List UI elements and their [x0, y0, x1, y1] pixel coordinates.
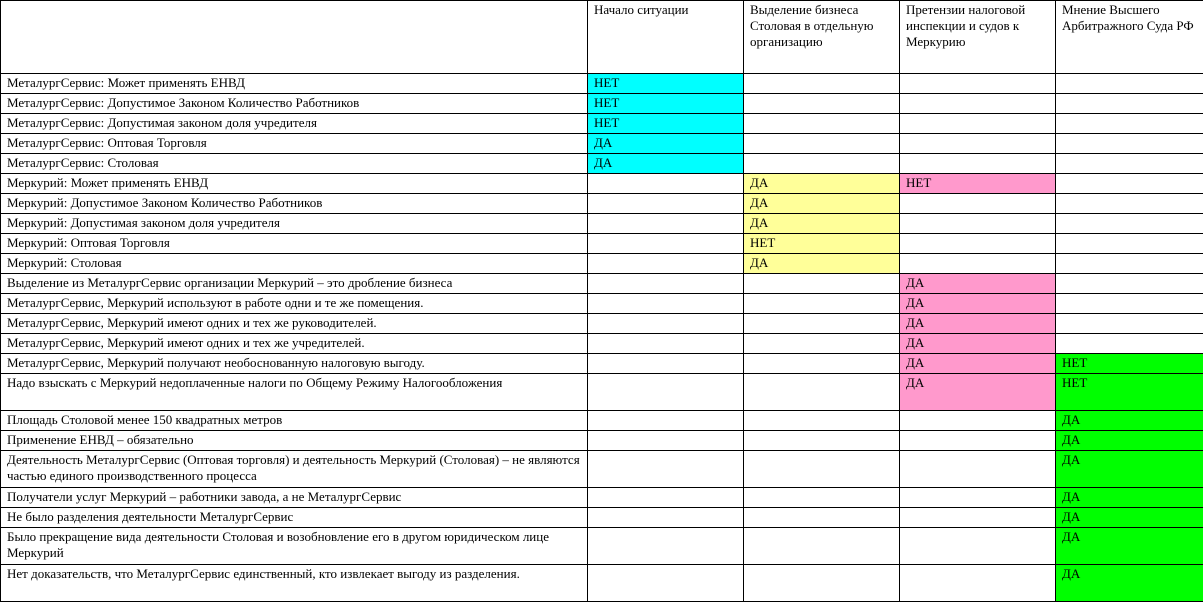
table-row — [1, 274, 1203, 294]
value-cell: НЕТ — [744, 234, 900, 254]
value-cell: ДА — [1056, 508, 1203, 528]
table-row — [1, 334, 1203, 354]
value-cell — [588, 314, 744, 334]
value-cell — [588, 234, 744, 254]
table-row — [1, 528, 1203, 565]
row-label: Меркурий: Допустимая законом доля учредителя — [1, 214, 588, 234]
table-row — [1, 154, 1203, 174]
row-label: Меркурий: Допустимое Законом Количество Работников — [1, 194, 588, 214]
header-cell-start: Начало ситуации — [588, 1, 744, 74]
value-cell: ДА — [900, 294, 1056, 314]
value-cell — [900, 134, 1056, 154]
value-cell — [588, 565, 744, 602]
value-cell — [744, 314, 900, 334]
value-cell — [1056, 94, 1203, 114]
value-cell: ДА — [588, 134, 744, 154]
value-cell — [744, 74, 900, 94]
value-cell: ДА — [1056, 488, 1203, 508]
value-cell — [744, 354, 900, 374]
value-cell — [744, 334, 900, 354]
value-cell: НЕТ — [588, 94, 744, 114]
value-cell — [1056, 254, 1203, 274]
value-cell — [900, 488, 1056, 508]
value-cell — [588, 451, 744, 488]
value-cell: НЕТ — [1056, 374, 1203, 411]
value-cell: ДА — [900, 314, 1056, 334]
value-cell — [588, 194, 744, 214]
value-cell — [1056, 294, 1203, 314]
value-cell — [744, 114, 900, 134]
row-label: МеталургСервис: Может применять ЕНВД — [1, 74, 588, 94]
value-cell: ДА — [744, 194, 900, 214]
table-row — [1, 134, 1203, 154]
value-cell: ДА — [1056, 565, 1203, 602]
value-cell — [900, 114, 1056, 134]
value-cell: ДА — [900, 334, 1056, 354]
value-cell: ДА — [900, 354, 1056, 374]
table-row — [1, 194, 1203, 214]
value-cell — [588, 354, 744, 374]
value-cell — [744, 411, 900, 431]
row-label: Деятельность МеталургСервис (Оптовая торговля) и деятельность Меркурий (Столовая) – не являются частью единого производственного процесса — [1, 451, 588, 488]
value-cell — [744, 154, 900, 174]
table-row — [1, 451, 1203, 488]
value-cell — [744, 528, 900, 565]
value-cell — [588, 431, 744, 451]
value-cell — [588, 254, 744, 274]
table-row — [1, 508, 1203, 528]
value-cell: НЕТ — [900, 174, 1056, 194]
value-cell — [900, 508, 1056, 528]
row-label: Площадь Столовой менее 150 квадратных метров — [1, 411, 588, 431]
header-cell-claims: Претензии налоговой инспекции и судов к Меркурию — [900, 1, 1056, 74]
row-label: МеталургСервис: Допустимая законом доля учредителя — [1, 114, 588, 134]
table-row — [1, 354, 1203, 374]
value-cell — [744, 565, 900, 602]
value-cell — [900, 154, 1056, 174]
value-cell — [744, 134, 900, 154]
value-cell — [1056, 234, 1203, 254]
value-cell — [588, 334, 744, 354]
value-cell — [1056, 174, 1203, 194]
row-label: Нет доказательств, что МеталургСервис единственный, кто извлекает выгоду из разделения. — [1, 565, 588, 602]
row-label: Применение ЕНВД – обязательно — [1, 431, 588, 451]
value-cell — [744, 374, 900, 411]
header-cell-separation: Выделение бизнеса Столовая в отдельную организацию — [744, 1, 900, 74]
row-label: МеталургСервис, Меркурий имеют одних и тех же учредителей. — [1, 334, 588, 354]
value-cell — [1056, 114, 1203, 134]
table-row — [1, 234, 1203, 254]
value-cell — [744, 431, 900, 451]
table-row — [1, 254, 1203, 274]
header-cell-empty — [1, 1, 588, 74]
value-cell — [744, 274, 900, 294]
value-cell — [1056, 134, 1203, 154]
value-cell — [744, 294, 900, 314]
table-row — [1, 214, 1203, 234]
value-cell — [900, 565, 1056, 602]
row-label: Меркурий: Столовая — [1, 254, 588, 274]
header-row — [1, 1, 1203, 74]
row-label: МеталургСервис: Допустимое Законом Количество Работников — [1, 94, 588, 114]
value-cell — [588, 488, 744, 508]
value-cell: ДА — [1056, 411, 1203, 431]
table-row — [1, 411, 1203, 431]
value-cell — [1056, 74, 1203, 94]
table-row — [1, 74, 1203, 94]
row-label: Выделение из МеталургСервис организации Меркурий – это дробление бизнеса — [1, 274, 588, 294]
value-cell: ДА — [744, 254, 900, 274]
value-cell — [1056, 214, 1203, 234]
value-cell — [744, 488, 900, 508]
value-cell — [588, 294, 744, 314]
value-cell: ДА — [744, 174, 900, 194]
table-row — [1, 114, 1203, 134]
table-row — [1, 565, 1203, 602]
value-cell — [900, 234, 1056, 254]
value-cell — [1056, 154, 1203, 174]
value-cell — [900, 254, 1056, 274]
value-cell — [588, 174, 744, 194]
value-cell: ДА — [588, 154, 744, 174]
value-cell: ДА — [1056, 431, 1203, 451]
value-cell — [900, 528, 1056, 565]
value-cell — [1056, 334, 1203, 354]
row-label: МеталургСервис, Меркурий получают необоснованную налоговую выгоду. — [1, 354, 588, 374]
value-cell — [900, 451, 1056, 488]
row-label: Меркурий: Может применять ЕНВД — [1, 174, 588, 194]
row-label: МеталургСервис: Столовая — [1, 154, 588, 174]
value-cell — [744, 508, 900, 528]
value-cell: НЕТ — [1056, 354, 1203, 374]
value-cell: ДА — [900, 374, 1056, 411]
value-cell — [744, 451, 900, 488]
value-cell — [1056, 194, 1203, 214]
table-row — [1, 314, 1203, 334]
value-cell: ДА — [1056, 528, 1203, 565]
row-label: МеталургСервис, Меркурий используют в работе одни и те же помещения. — [1, 294, 588, 314]
value-cell — [588, 528, 744, 565]
row-label: Надо взыскать с Меркурий недоплаченные налоги по Общему Режиму Налогообложения — [1, 374, 588, 411]
value-cell: НЕТ — [588, 114, 744, 134]
row-label: Меркурий: Оптовая Торговля — [1, 234, 588, 254]
value-cell: НЕТ — [588, 74, 744, 94]
table-row — [1, 94, 1203, 114]
table-body — [1, 74, 1203, 602]
value-cell — [900, 74, 1056, 94]
value-cell: ДА — [1056, 451, 1203, 488]
value-cell — [900, 431, 1056, 451]
value-cell: ДА — [900, 274, 1056, 294]
value-cell — [588, 214, 744, 234]
value-cell — [1056, 274, 1203, 294]
row-label: Не было разделения деятельности МеталургСервис — [1, 508, 588, 528]
header-cell-supreme-court: Мнение Высшего Арбитражного Суда РФ — [1056, 1, 1203, 74]
table-row — [1, 374, 1203, 411]
value-cell: ДА — [744, 214, 900, 234]
table-row — [1, 431, 1203, 451]
value-cell — [900, 94, 1056, 114]
value-cell — [1056, 314, 1203, 334]
row-label: МеталургСервис, Меркурий имеют одних и тех же руководителей. — [1, 314, 588, 334]
table-row — [1, 294, 1203, 314]
value-cell — [900, 214, 1056, 234]
value-cell — [588, 374, 744, 411]
table-row — [1, 488, 1203, 508]
value-cell — [588, 274, 744, 294]
row-label: Было прекращение вида деятельности Столовая и возобновление его в другом юридическом лице Меркурий — [1, 528, 588, 565]
value-cell — [900, 194, 1056, 214]
value-cell — [588, 411, 744, 431]
value-cell — [588, 508, 744, 528]
value-cell — [900, 411, 1056, 431]
row-label: Получатели услуг Меркурий – работники завода, а не МеталургСервис — [1, 488, 588, 508]
value-cell — [744, 94, 900, 114]
table-row — [1, 174, 1203, 194]
row-label: МеталургСервис: Оптовая Торговля — [1, 134, 588, 154]
